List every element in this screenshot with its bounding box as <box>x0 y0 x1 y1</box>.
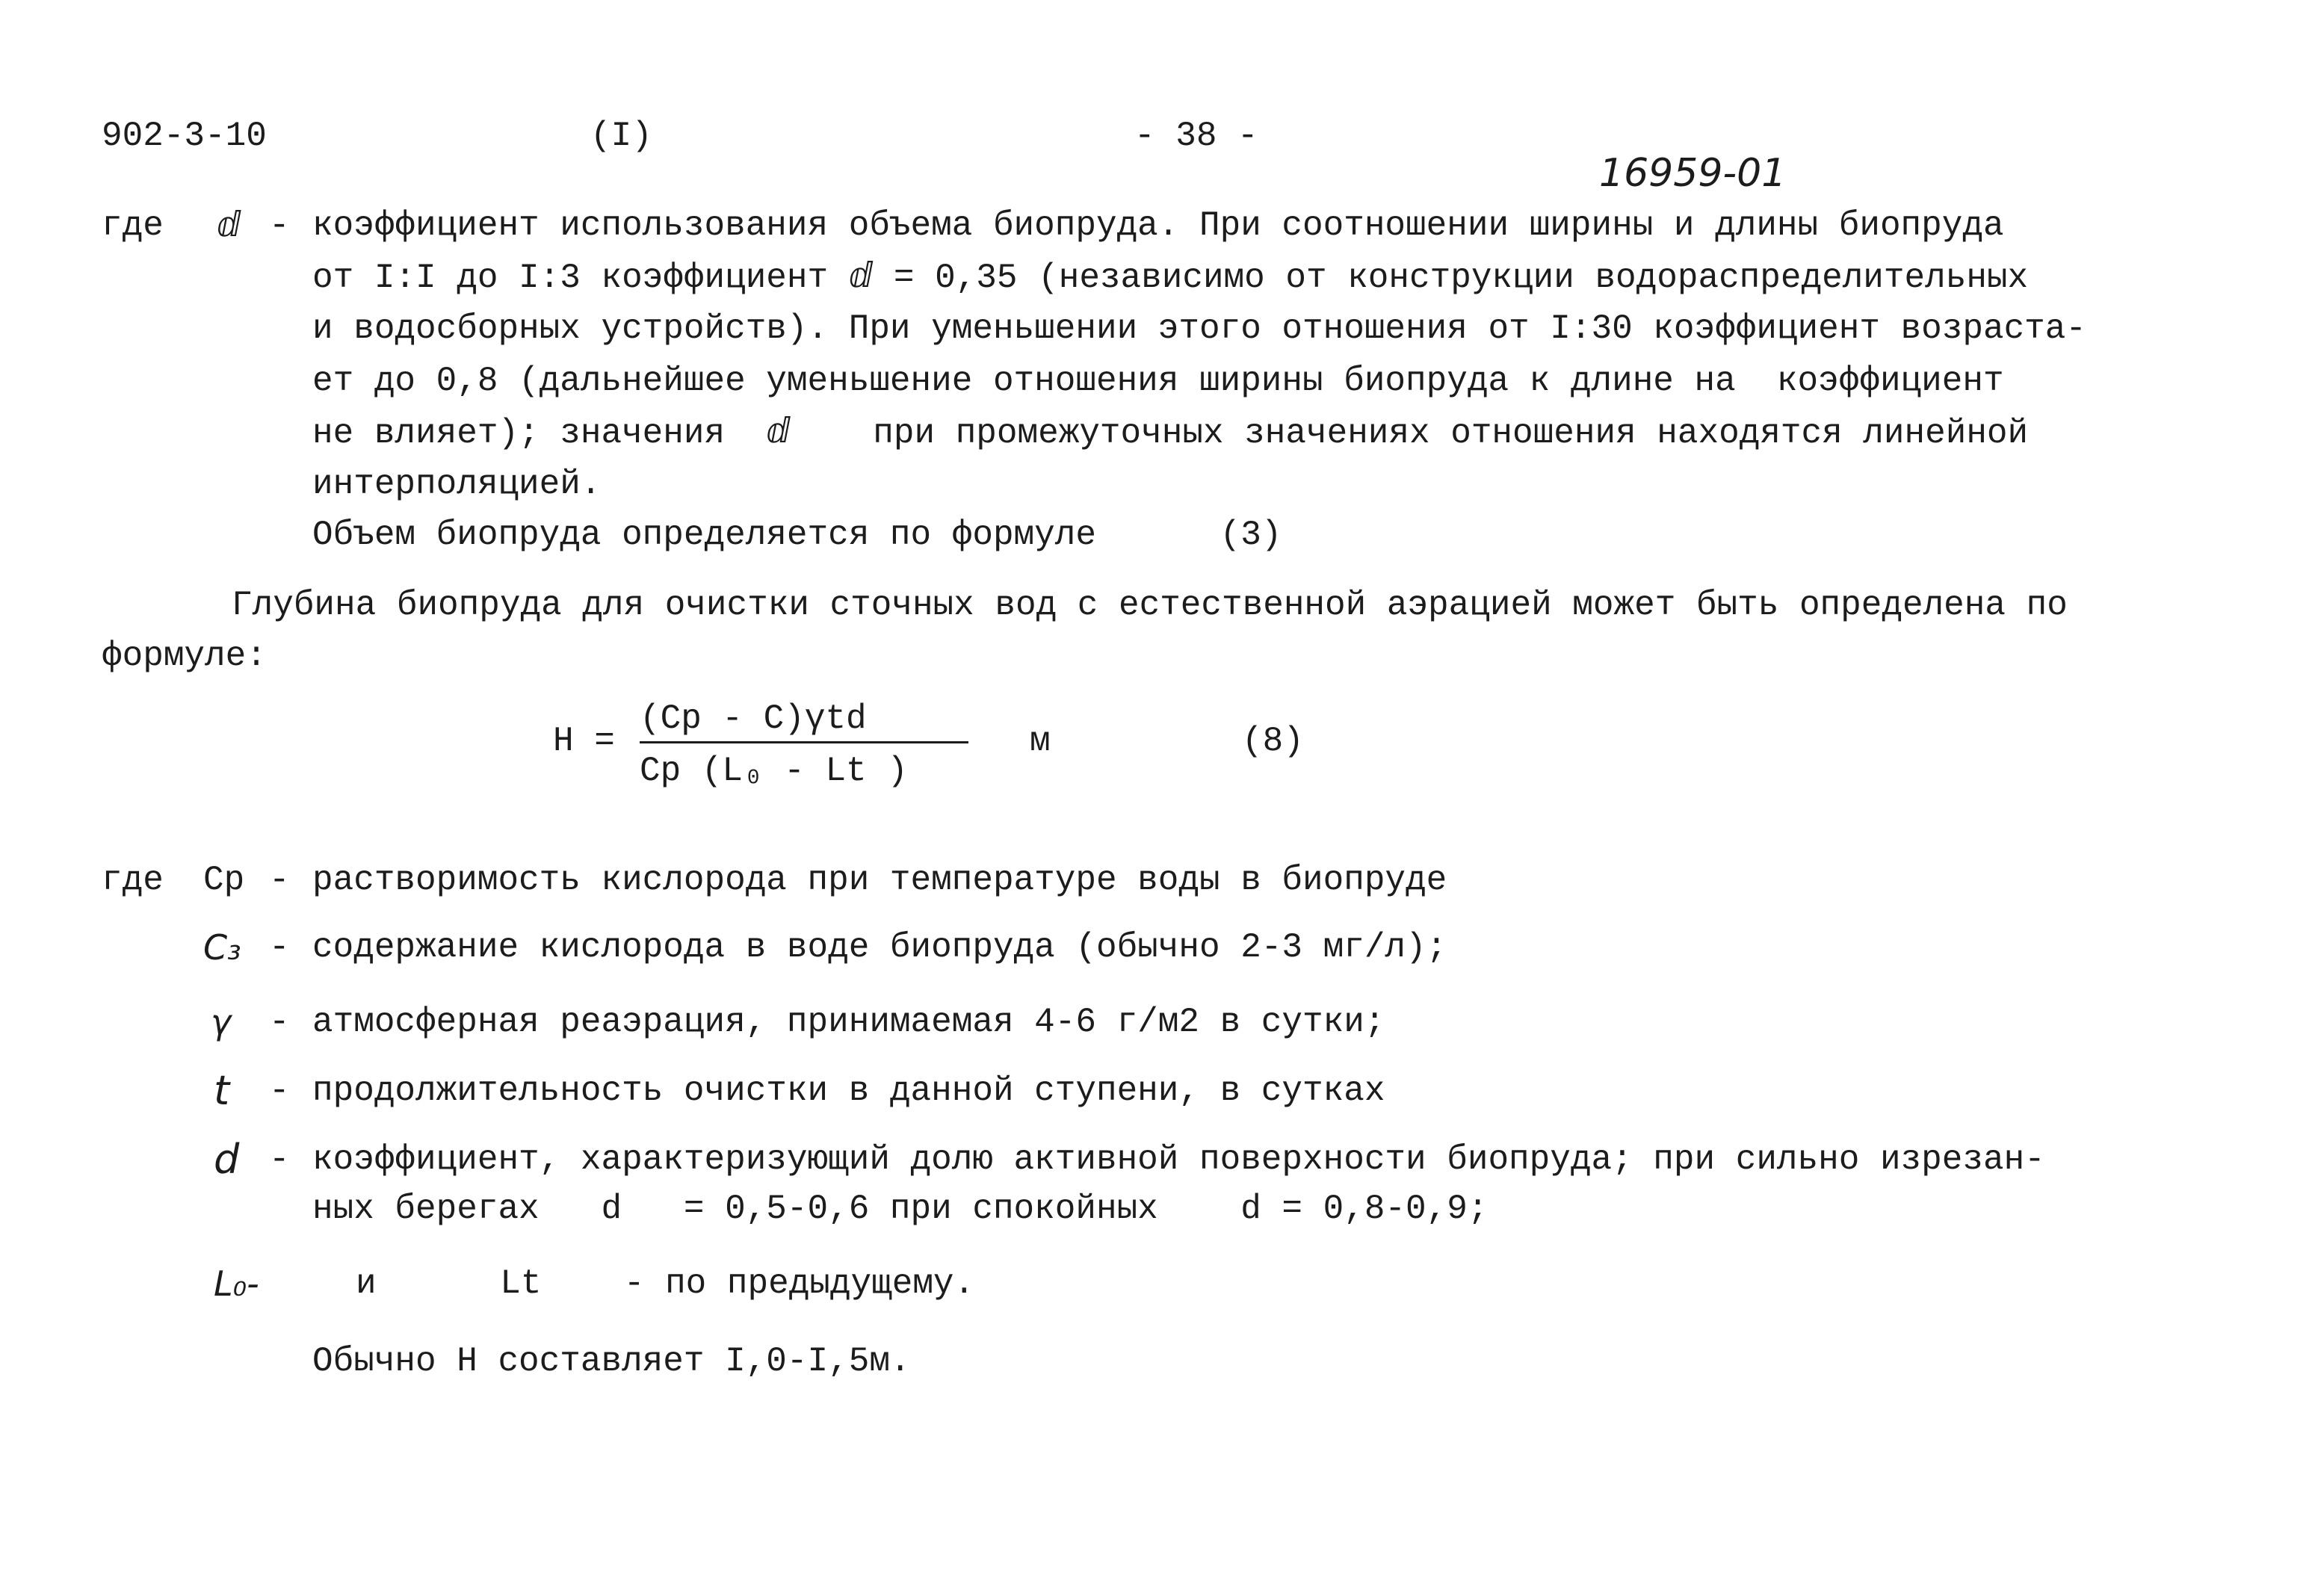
def-symbol-t: t <box>214 1067 230 1114</box>
def-dash-gamma: - <box>269 1003 290 1042</box>
def-text-d-2: ных берегах d = 0,5-0,6 при спокойных d = 0,8-0,9; <box>312 1190 1489 1228</box>
def-symbol-gamma: γ <box>211 1002 232 1042</box>
def-text-gamma: атмосферная реаэрация, принимаемая 4-6 г/м2 в сутки; <box>312 1003 1385 1042</box>
alpha-line-5: не влияет); значения ⅆ при промежуточных значениях отношения находятся линейной <box>312 414 2029 453</box>
def-text-c3: содержание кислорода в воде биопруда (обычно 2-3 мг/л); <box>312 928 1447 967</box>
alpha-dash: - <box>269 206 290 245</box>
alpha-line-6: интерполяцией. <box>312 465 602 504</box>
alpha-line-2: от I:I до I:3 коэффициент ⅆ = 0,35 (независимо от конструкции водораспределительных <box>312 259 2029 297</box>
def-text-cp: растворимость кислорода при температуре воды в биопруде <box>312 861 1447 900</box>
fraction-bar <box>640 741 968 743</box>
alpha-line-1: коэффициент использования объема биопруда. При соотношении ширины и длины биопруда <box>312 206 2004 245</box>
depth-line-2: формуле: <box>102 637 267 675</box>
stamp-number: 16959-01 <box>1599 151 1787 196</box>
alpha-line-3: и водосборных устройств). При уменьшении этого отношения от I:30 коэффициент возраста- <box>312 309 2086 348</box>
page-number: - 38 - <box>1134 117 1258 155</box>
doc-code: 902-3-10 <box>102 117 267 155</box>
alpha-symbol: ⅆ <box>217 204 241 244</box>
formula-numerator: (Cp - C)γtd <box>640 699 867 738</box>
def-dash-cp: - <box>269 861 290 900</box>
alpha-line-7: Объем биопруда определяется по формуле (3) <box>312 516 1282 554</box>
conclusion: Обычно H составляет I,0-I,5м. <box>312 1342 911 1381</box>
def-text-l0: и Lt - по предыдущему. <box>356 1264 975 1303</box>
formula-8 <box>553 695 971 807</box>
def-symbol-d: d <box>214 1136 240 1183</box>
def-symbol-l0: L₀- <box>214 1264 259 1304</box>
def-symbol-c3: C₃ <box>203 927 241 968</box>
formula-number: (8) <box>1242 722 1304 761</box>
formula-unit: м <box>1030 722 1051 761</box>
def-dash-d: - <box>269 1140 290 1179</box>
where-label-2: где <box>102 861 164 900</box>
def-dash-t: - <box>269 1071 290 1110</box>
def-dash-c3: - <box>269 928 290 967</box>
doc-part: (I) <box>590 117 652 155</box>
formula-lhs: H = <box>553 722 615 761</box>
def-text-d: коэффициент, характеризующий долю активной поверхности биопруда; при сильно изрезан- <box>312 1140 2045 1179</box>
where-label-1: где <box>102 206 164 245</box>
depth-line-1: Глубина биопруда для очистки сточных вод с естественной аэрацией может быть определена по <box>232 586 2068 625</box>
def-symbol-cp: Cp <box>203 861 245 900</box>
formula-denominator: Cp (L₀ - Lt ) <box>640 752 908 791</box>
alpha-line-4: ет до 0,8 (дальнейшее уменьшение отношения ширины биопруда к длине на коэффициент <box>312 362 2004 400</box>
def-text-t: продолжительность очистки в данной ступени, в сутках <box>312 1071 1385 1110</box>
